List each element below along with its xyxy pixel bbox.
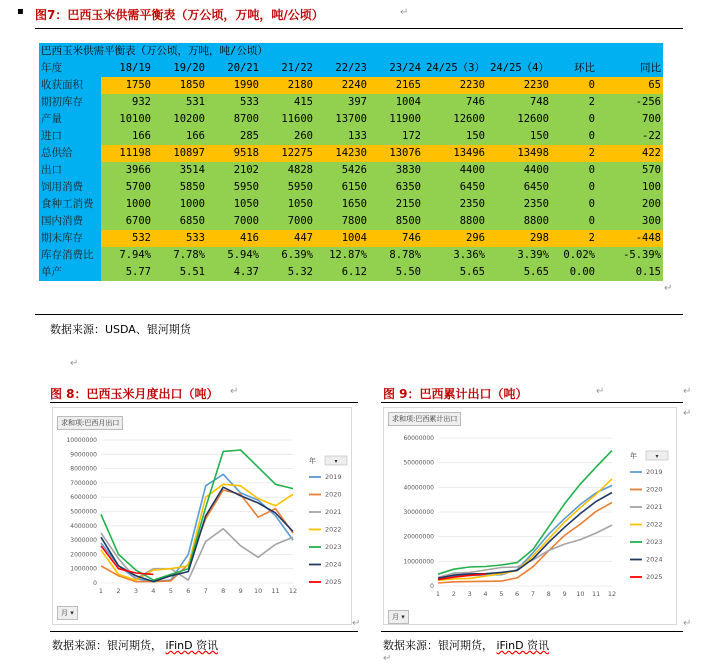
title-rule bbox=[35, 28, 683, 29]
table-cell: 8500 bbox=[369, 213, 423, 230]
table-cell: 5.50 bbox=[369, 264, 423, 281]
figure-8-chart-area[interactable] bbox=[52, 407, 352, 625]
legend-label: 2024 bbox=[325, 560, 342, 569]
table-cell: 1750 bbox=[101, 77, 153, 94]
table-cell: 0.15 bbox=[597, 264, 663, 281]
table-cell: 1050 bbox=[207, 196, 261, 213]
table-cell: 14230 bbox=[315, 145, 369, 162]
table-cell: 2 bbox=[551, 230, 597, 247]
y-tick-label: 10000000 bbox=[403, 558, 434, 566]
series-line-2022 bbox=[101, 484, 293, 580]
paragraph-mark-icon: ↵ bbox=[596, 386, 605, 397]
table-cell: 298 bbox=[487, 230, 551, 247]
x-tick-label: 11 bbox=[592, 590, 601, 598]
table-cell: 10200 bbox=[153, 111, 207, 128]
column-header: 同比 bbox=[597, 60, 663, 77]
table-cell: 6850 bbox=[153, 213, 207, 230]
table-cell: 416 bbox=[207, 230, 261, 247]
legend-label: 2020 bbox=[325, 490, 342, 499]
table-cell: 0.02% bbox=[551, 247, 597, 264]
table-cell: 0 bbox=[551, 196, 597, 213]
figure-9-chart-area[interactable] bbox=[383, 407, 677, 625]
row-label: 单产 bbox=[39, 264, 101, 281]
row-label: 食种工消费 bbox=[39, 196, 101, 213]
row-label: 期末库存 bbox=[39, 230, 101, 247]
legend-label: 2025 bbox=[325, 578, 342, 586]
table-cell: 397 bbox=[315, 94, 369, 111]
table-row bbox=[39, 230, 663, 247]
table-cell: 13076 bbox=[369, 145, 423, 162]
month-filter-button[interactable]: 月 ▾ bbox=[388, 610, 409, 624]
table-cell: -256 bbox=[597, 94, 663, 111]
figure-9-source bbox=[383, 637, 549, 653]
legend-label: 2023 bbox=[325, 543, 342, 551]
x-tick-label: 12 bbox=[288, 587, 298, 595]
table-cell: 533 bbox=[153, 230, 207, 247]
table-cell: 8.78% bbox=[369, 247, 423, 264]
table-cell: 6.12 bbox=[315, 264, 369, 281]
table-cell: 12600 bbox=[487, 111, 551, 128]
table-cell: 6450 bbox=[487, 179, 551, 196]
table-cell: 2 bbox=[551, 94, 597, 111]
table-cell: 4.37 bbox=[207, 264, 261, 281]
y-tick-label: 8000000 bbox=[70, 465, 97, 473]
y-tick-label: 7000000 bbox=[70, 479, 97, 487]
table-cell: 5.94% bbox=[207, 247, 261, 264]
table-row bbox=[39, 162, 663, 179]
paragraph-mark-icon: ↵ bbox=[664, 283, 673, 294]
table-cell: 5.65 bbox=[487, 264, 551, 281]
y-tick-label: 6000000 bbox=[70, 494, 97, 502]
table-header-row bbox=[39, 60, 663, 77]
table-cell: 6450 bbox=[423, 179, 487, 196]
figure-8-rule bbox=[50, 402, 358, 403]
table-cell: 0 bbox=[551, 162, 597, 179]
table-cell: 65 bbox=[597, 77, 663, 94]
table-cell: 13498 bbox=[487, 145, 551, 162]
table-cell: 10100 bbox=[101, 111, 153, 128]
table-cell: 533 bbox=[207, 94, 261, 111]
table-cell: 748 bbox=[487, 94, 551, 111]
row-label: 进口 bbox=[39, 128, 101, 145]
x-tick-label: 6 bbox=[515, 590, 520, 598]
table-cell: 2180 bbox=[261, 77, 315, 94]
y-tick-label: 1000000 bbox=[70, 565, 97, 573]
table-cell: 11600 bbox=[261, 111, 315, 128]
row-label: 产量 bbox=[39, 111, 101, 128]
table-cell: 166 bbox=[153, 128, 207, 145]
table-cell: 13496 bbox=[423, 145, 487, 162]
table-row bbox=[39, 264, 663, 281]
column-header: 20/21 bbox=[207, 60, 261, 77]
pivot-field-button[interactable]: 求和项:巴西累计出口 bbox=[388, 412, 461, 426]
series-line-2020 bbox=[438, 503, 612, 583]
table-cell: 7.78% bbox=[153, 247, 207, 264]
y-tick-label: 30000000 bbox=[403, 509, 434, 516]
x-tick-label: 8 bbox=[221, 587, 226, 595]
table-cell: 415 bbox=[261, 94, 315, 111]
table-cell: 2150 bbox=[369, 196, 423, 213]
table-row bbox=[39, 111, 663, 128]
source-prefix: 数据来源：银河期货， bbox=[383, 639, 493, 652]
column-header: 23/24 bbox=[369, 60, 423, 77]
bullet-marker: ▪ bbox=[17, 6, 24, 17]
legend-label: 2022 bbox=[646, 520, 663, 529]
table-cell: 12600 bbox=[423, 111, 487, 128]
table-cell: 200 bbox=[597, 196, 663, 213]
table-cell: 3830 bbox=[369, 162, 423, 179]
legend-label: 2020 bbox=[646, 485, 663, 494]
y-tick-label: 0 bbox=[93, 580, 97, 587]
table-cell: 3514 bbox=[153, 162, 207, 179]
paragraph-mark-icon: ↵ bbox=[383, 653, 392, 664]
month-filter-label: 月 bbox=[392, 613, 399, 621]
x-tick-label: 7 bbox=[203, 587, 208, 595]
x-tick-label: 2 bbox=[116, 587, 121, 595]
table-cell: 0 bbox=[551, 128, 597, 145]
table-cell: -22 bbox=[597, 128, 663, 145]
x-tick-label: 4 bbox=[151, 587, 156, 595]
figure-7-source: 数据来源：USDA、银河期货 bbox=[50, 323, 191, 336]
table-cell: 11198 bbox=[101, 145, 153, 162]
table-cell: 296 bbox=[423, 230, 487, 247]
table-cell: 700 bbox=[597, 111, 663, 128]
table-cell: 0 bbox=[551, 111, 597, 128]
column-header: 18/19 bbox=[101, 60, 153, 77]
table-row bbox=[39, 128, 663, 145]
balance-sheet-table bbox=[39, 43, 663, 281]
x-tick-label: 9 bbox=[562, 590, 567, 598]
source-ifind: iFinD 资讯 bbox=[165, 639, 219, 652]
table-cell: 8800 bbox=[423, 213, 487, 230]
table-cell: 3.39% bbox=[487, 247, 551, 264]
x-tick-label: 7 bbox=[530, 590, 535, 598]
figure-8-bottom-rule bbox=[50, 631, 358, 632]
table-cell: 1000 bbox=[153, 196, 207, 213]
table-cell: 1990 bbox=[207, 77, 261, 94]
row-label: 国内消费 bbox=[39, 213, 101, 230]
month-filter-button[interactable]: 月 ▾ bbox=[57, 606, 78, 620]
table-cell: 8800 bbox=[487, 213, 551, 230]
table-row bbox=[39, 247, 663, 264]
table-cell: 6150 bbox=[315, 179, 369, 196]
legend-label: 2024 bbox=[646, 555, 663, 564]
figure-7-title: 图7：巴西玉米供需平衡表（万公顷，万吨，吨/公顷） bbox=[35, 8, 324, 22]
column-header: 环比 bbox=[551, 60, 597, 77]
table-cell: 4400 bbox=[423, 162, 487, 179]
row-label: 收获面积 bbox=[39, 77, 101, 94]
table-cell: 300 bbox=[597, 213, 663, 230]
x-tick-label: 9 bbox=[238, 587, 243, 595]
legend-label: 2025 bbox=[646, 573, 663, 581]
x-tick-label: 1 bbox=[435, 590, 441, 598]
table-cell: 7.94% bbox=[101, 247, 153, 264]
table-cell: 11900 bbox=[369, 111, 423, 128]
table-cell: 5700 bbox=[101, 179, 153, 196]
row-label: 出口 bbox=[39, 162, 101, 179]
legend-title: 年 bbox=[309, 457, 316, 465]
table-cell: 6.39% bbox=[261, 247, 315, 264]
table-row bbox=[39, 196, 663, 213]
row-label: 库存消费比 bbox=[39, 247, 101, 264]
x-tick-label: 10 bbox=[576, 590, 585, 598]
x-tick-label: 8 bbox=[546, 590, 551, 598]
x-tick-label: 11 bbox=[271, 587, 280, 595]
table-row bbox=[39, 77, 663, 94]
legend-label: 2021 bbox=[325, 508, 342, 516]
table-row bbox=[39, 94, 663, 111]
series-line-2021 bbox=[438, 525, 612, 577]
legend-label: 2019 bbox=[646, 468, 663, 476]
table-cell: 422 bbox=[597, 145, 663, 162]
table-cell: -448 bbox=[597, 230, 663, 247]
table-cell: 12.87% bbox=[315, 247, 369, 264]
table-cell: 5950 bbox=[207, 179, 261, 196]
table-row bbox=[39, 213, 663, 230]
paragraph-mark-icon: ↵ bbox=[400, 7, 409, 18]
figure-8-title: 图 8：巴西玉米月度出口（吨） bbox=[50, 387, 219, 401]
table-cell: 2 bbox=[551, 145, 597, 162]
table-cell: 1004 bbox=[369, 94, 423, 111]
table-cell: 1000 bbox=[101, 196, 153, 213]
y-tick-label: 3000000 bbox=[70, 537, 97, 545]
x-tick-label: 5 bbox=[499, 590, 504, 598]
legend-label: 2023 bbox=[646, 538, 663, 546]
table-cell: 5950 bbox=[261, 179, 315, 196]
y-tick-label: 60000000 bbox=[403, 435, 434, 442]
paragraph-mark-icon: ↵ bbox=[683, 618, 692, 629]
x-tick-label: 10 bbox=[253, 587, 263, 595]
filter-icon: ▾ bbox=[655, 453, 659, 460]
paragraph-mark-icon: ↵ bbox=[683, 408, 692, 419]
table-cell: 5.32 bbox=[261, 264, 315, 281]
table-cell: 2102 bbox=[207, 162, 261, 179]
table-caption: 巴西玉米供需平衡表（万公顷，万吨，吨/公顷） bbox=[39, 43, 663, 60]
table-cell: 10897 bbox=[153, 145, 207, 162]
table-row bbox=[39, 179, 663, 196]
y-tick-label: 40000000 bbox=[403, 484, 434, 492]
y-tick-label: 2000000 bbox=[70, 551, 97, 559]
table-cell: 7000 bbox=[207, 213, 261, 230]
y-tick-label: 4000000 bbox=[70, 522, 97, 530]
x-tick-label: 5 bbox=[168, 587, 173, 595]
table-cell: 7800 bbox=[315, 213, 369, 230]
table-cell: -5.39% bbox=[597, 247, 663, 264]
column-header: 21/22 bbox=[261, 60, 315, 77]
table-cell: 746 bbox=[423, 94, 487, 111]
x-tick-label: 12 bbox=[607, 590, 617, 598]
legend-label: 2022 bbox=[325, 525, 342, 534]
table-cell: 0.00 bbox=[551, 264, 597, 281]
legend-title: 年 bbox=[630, 452, 637, 460]
row-label: 总供给 bbox=[39, 145, 101, 162]
legend-label: 2019 bbox=[325, 473, 342, 481]
table-cell: 2240 bbox=[315, 77, 369, 94]
x-tick-label: 2 bbox=[451, 590, 456, 598]
legend-label: 2021 bbox=[646, 503, 663, 511]
pivot-field-button[interactable]: 求和项:巴西月出口 bbox=[57, 416, 123, 430]
paragraph-mark-icon: ↵ bbox=[352, 618, 361, 629]
table-cell: 5.65 bbox=[423, 264, 487, 281]
table-cell: 133 bbox=[315, 128, 369, 145]
table-cell: 4828 bbox=[261, 162, 315, 179]
table-cell: 166 bbox=[101, 128, 153, 145]
y-tick-label: 10000000 bbox=[66, 437, 97, 444]
table-cell: 260 bbox=[261, 128, 315, 145]
monthly-export-chart bbox=[53, 408, 351, 624]
paragraph-mark-icon: ↵ bbox=[230, 386, 239, 397]
table-cell: 4400 bbox=[487, 162, 551, 179]
table-cell: 5426 bbox=[315, 162, 369, 179]
table-cell: 7000 bbox=[261, 213, 315, 230]
table-cell: 150 bbox=[487, 128, 551, 145]
cumulative-export-chart bbox=[384, 408, 676, 624]
table-cell: 8700 bbox=[207, 111, 261, 128]
paragraph-mark-icon: ↵ bbox=[70, 358, 79, 369]
table-cell: 0 bbox=[551, 213, 597, 230]
table-cell: 100 bbox=[597, 179, 663, 196]
table-cell: 1850 bbox=[153, 77, 207, 94]
x-tick-label: 3 bbox=[133, 587, 138, 595]
table-cell: 0 bbox=[551, 179, 597, 196]
figure-9-rule bbox=[381, 402, 683, 403]
x-tick-label: 4 bbox=[483, 590, 488, 598]
table-rule bbox=[35, 314, 683, 315]
table-cell: 2230 bbox=[423, 77, 487, 94]
table-cell: 6350 bbox=[369, 179, 423, 196]
table-cell: 570 bbox=[597, 162, 663, 179]
table-cell: 5.77 bbox=[101, 264, 153, 281]
table-cell: 932 bbox=[101, 94, 153, 111]
y-tick-label: 50000000 bbox=[403, 459, 434, 467]
column-header: 19/20 bbox=[153, 60, 207, 77]
column-header: 22/23 bbox=[315, 60, 369, 77]
table-cell: 12275 bbox=[261, 145, 315, 162]
table-cell: 531 bbox=[153, 94, 207, 111]
table-cell: 172 bbox=[369, 128, 423, 145]
filter-icon: ▾ bbox=[334, 458, 338, 465]
x-tick-label: 3 bbox=[467, 590, 472, 598]
table-cell: 2350 bbox=[423, 196, 487, 213]
month-filter-label: 月 bbox=[61, 609, 68, 617]
source-prefix: 数据来源：银河期货， bbox=[52, 639, 162, 652]
y-tick-label: 0 bbox=[430, 583, 434, 590]
column-header: 24/25（3） bbox=[423, 60, 487, 77]
table-cell: 447 bbox=[261, 230, 315, 247]
table-cell: 1050 bbox=[261, 196, 315, 213]
row-label: 饲用消费 bbox=[39, 179, 101, 196]
y-tick-label: 20000000 bbox=[403, 533, 434, 541]
series-line-2024 bbox=[438, 493, 612, 579]
x-tick-label: 1 bbox=[98, 587, 104, 595]
table-cell: 150 bbox=[423, 128, 487, 145]
table-cell: 2165 bbox=[369, 77, 423, 94]
table-cell: 285 bbox=[207, 128, 261, 145]
table-cell: 532 bbox=[101, 230, 153, 247]
table-cell: 1650 bbox=[315, 196, 369, 213]
figure-9-bottom-rule bbox=[381, 631, 683, 632]
table-cell: 9518 bbox=[207, 145, 261, 162]
table-cell: 5.51 bbox=[153, 264, 207, 281]
row-label: 期初库存 bbox=[39, 94, 101, 111]
table-cell: 1004 bbox=[315, 230, 369, 247]
table-cell: 3.36% bbox=[423, 247, 487, 264]
y-tick-label: 9000000 bbox=[70, 451, 97, 459]
series-line-2023 bbox=[438, 451, 612, 575]
table-cell: 2350 bbox=[487, 196, 551, 213]
table-cell: 5850 bbox=[153, 179, 207, 196]
figure-8-source bbox=[52, 637, 218, 653]
column-header: 年度 bbox=[39, 60, 101, 77]
table-cell: 746 bbox=[369, 230, 423, 247]
table-cell: 0 bbox=[551, 77, 597, 94]
table-row bbox=[39, 145, 663, 162]
source-ifind: iFinD 资讯 bbox=[496, 639, 550, 652]
figure-9-title: 图 9：巴西累计出口（吨） bbox=[383, 387, 528, 401]
y-tick-label: 5000000 bbox=[70, 508, 97, 516]
table-cell: 6700 bbox=[101, 213, 153, 230]
column-header: 24/25（4） bbox=[487, 60, 551, 77]
table-cell: 2230 bbox=[487, 77, 551, 94]
paragraph-mark-icon: ↵ bbox=[683, 386, 692, 397]
table-cell: 13700 bbox=[315, 111, 369, 128]
table-cell: 3966 bbox=[101, 162, 153, 179]
x-tick-label: 6 bbox=[186, 587, 191, 595]
